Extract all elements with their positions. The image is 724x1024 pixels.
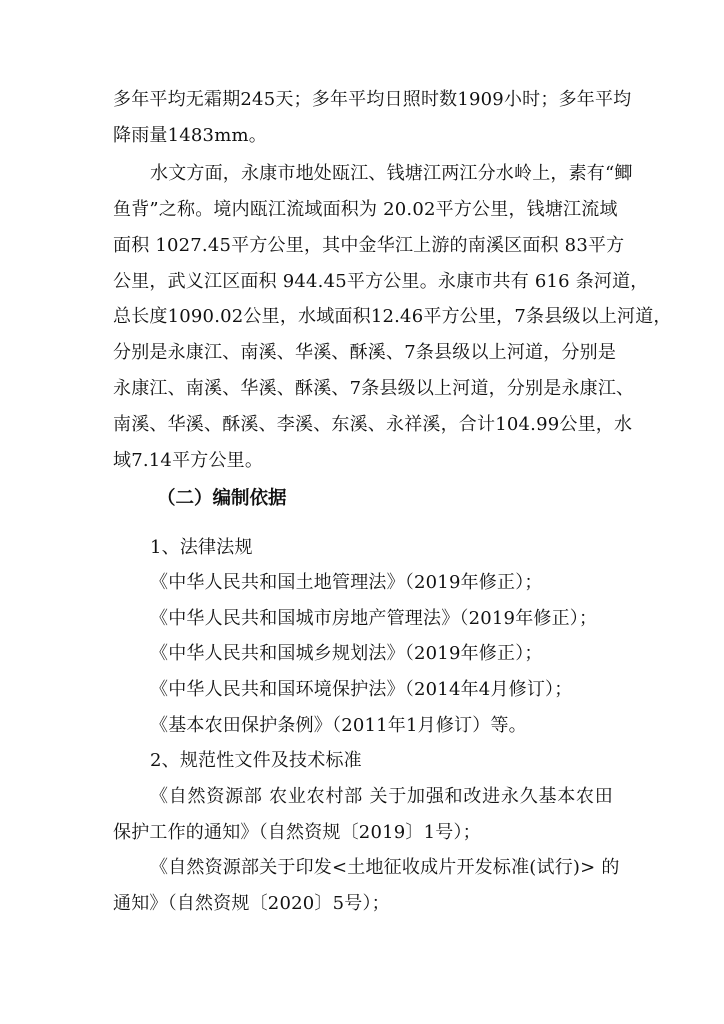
subsection-title: 1、法律法规 <box>150 537 253 558</box>
paragraph-line: 面积 1027.45平方公里，其中金华江上游的南溪区面积 83平方 <box>113 235 625 256</box>
standard-item-line: 《自然资源部 农业农村部 关于加强和改进永久基本农田 <box>150 786 613 807</box>
law-list-item: 《中华人民共和国城市房地产管理法》（2019年修正）； <box>150 608 598 629</box>
law-list-item: 《基本农田保护条例》（2011年1月修订）等。 <box>150 715 527 736</box>
paragraph-line: 公里，武义江区面积 944.45平方公里。永康市共有 616 条河道， <box>113 271 649 292</box>
paragraph-line: 域7.14平方公里。 <box>113 450 264 471</box>
standard-item-line: 《自然资源部关于印发<土地征收成片开发标准(试行)> 的 <box>150 857 620 878</box>
paragraph-line: 南溪、华溪、酥溪、李溪、东溪、永祥溪，合计104.99公里，水 <box>113 414 633 435</box>
paragraph-line: 降雨量1483mm。 <box>113 125 267 146</box>
standard-item-line: 通知》（自然资规〔2020〕5号）； <box>113 893 390 914</box>
law-list-item: 《中华人民共和国城乡规划法》（2019年修正）； <box>150 643 543 664</box>
paragraph-line: 水文方面，永康市地处瓯江、钱塘江两江分水岭上，素有“鲫 <box>150 163 633 184</box>
law-list-item: 《中华人民共和国土地管理法》（2019年修正）； <box>150 572 543 593</box>
subsection-title: 2、规范性文件及技术标准 <box>150 750 362 771</box>
paragraph-line: 永康江、南溪、华溪、酥溪、7条县级以上河道，分别是永康江、 <box>113 378 635 399</box>
standard-item-line: 保护工作的通知》（自然资规〔2019〕1号）； <box>113 822 481 843</box>
paragraph-line: 总长度1090.02公里，水域面积12.46平方公里，7条县级以上河道， <box>113 306 672 327</box>
law-list-item: 《中华人民共和国环境保护法》（2014年4月修订）； <box>150 679 573 700</box>
paragraph-line: 鱼背”之称。境内瓯江流域面积为 20.02平方公里，钱塘江流域 <box>113 199 618 220</box>
section-heading: （二）编制依据 <box>157 488 287 509</box>
paragraph-line: 多年平均无霜期245天；多年平均日照时数1909小时；多年平均 <box>113 89 632 110</box>
paragraph-line: 分别是永康江、南溪、华溪、酥溪、7条县级以上河道，分别是 <box>113 342 617 363</box>
